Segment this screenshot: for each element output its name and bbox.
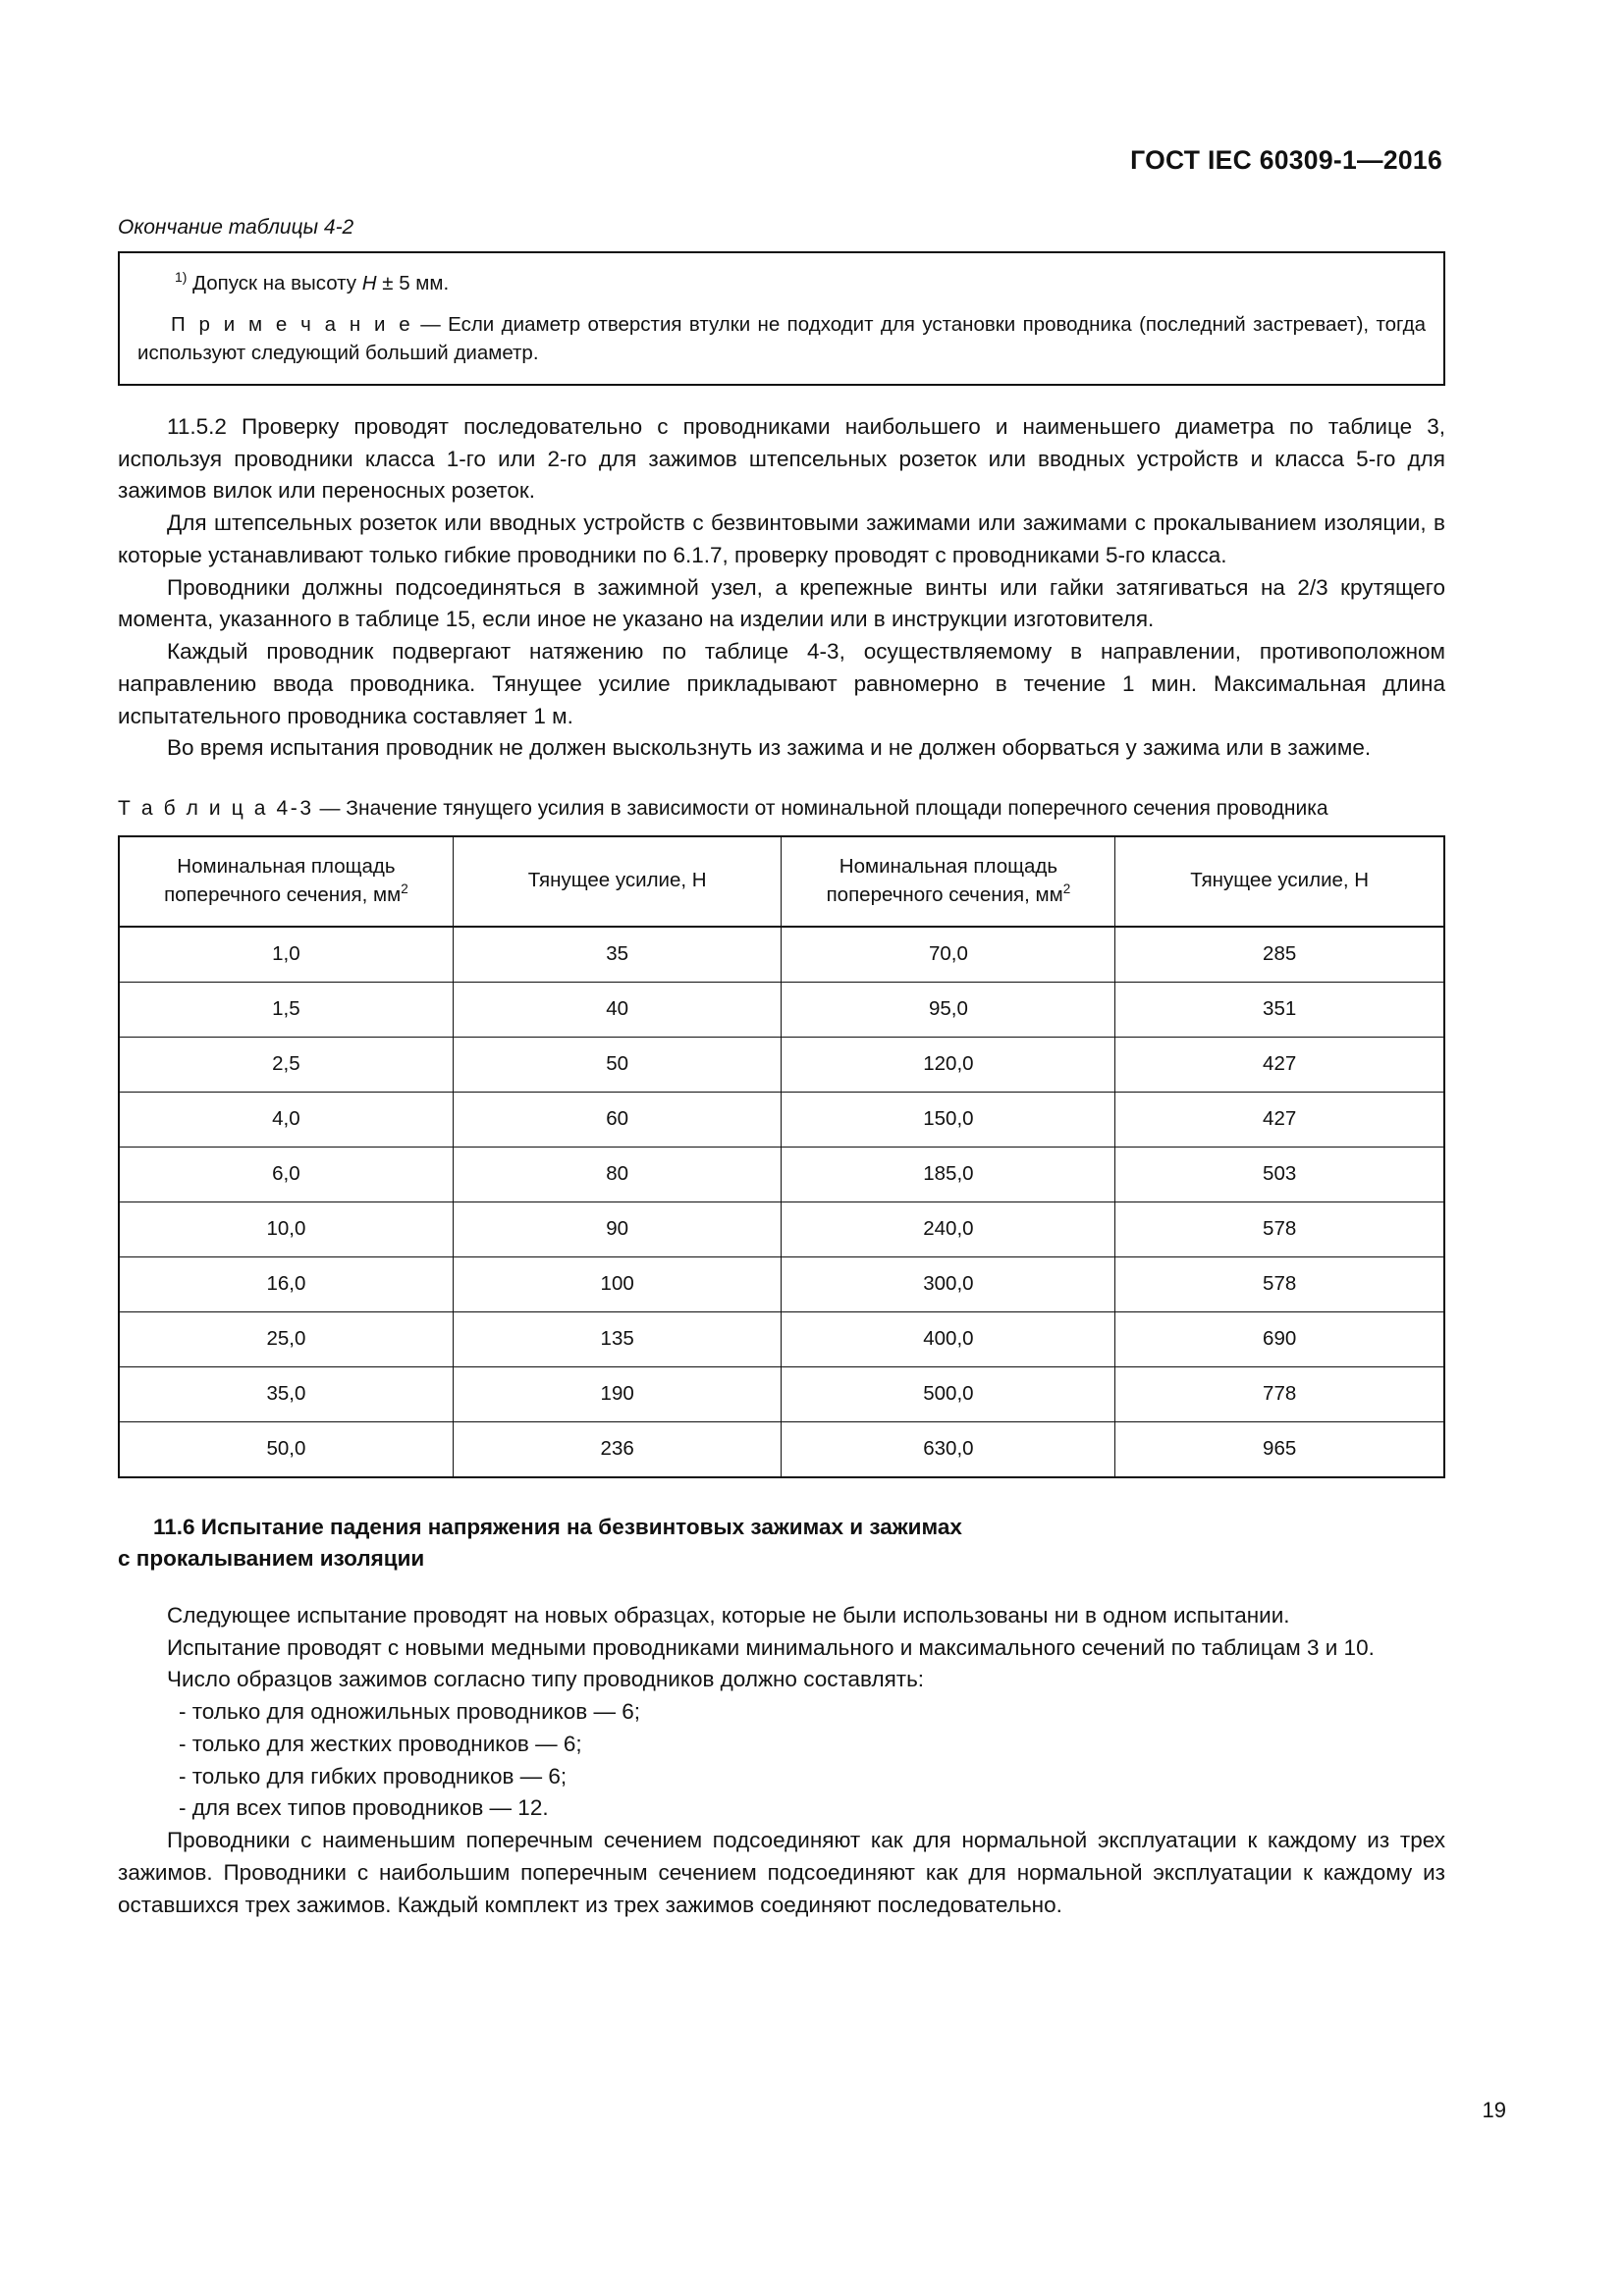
page-number: 19 — [1482, 2098, 1506, 2122]
table-cell: 500,0 — [782, 1367, 1115, 1422]
table-continued-label: Окончание таблицы 4-2 — [118, 216, 354, 239]
table-cell: 100 — [453, 1257, 782, 1312]
table-cell: 80 — [453, 1148, 782, 1202]
table-cell: 778 — [1115, 1367, 1444, 1422]
table-row — [119, 1257, 1444, 1312]
paragraph-pull-test: Каждый проводник подвергают натяжению по таблице 4-3, осуществляемому в направлении, противоположном направлению ввода проводника. Тянущее усилие прикладывают равномерно в течение 1 мин. Максимальная длина испытательного проводника составляет 1 м. — [118, 639, 1445, 728]
table-row — [119, 1148, 1444, 1202]
paragraph-new-samples: Следующее испытание проводят на новых образцах, которые не были использованы ни в одном испытании. — [167, 1602, 1290, 1628]
table-head — [119, 836, 1444, 927]
footnote-line — [137, 267, 1426, 298]
note-text: Если диаметр отверстия втулки не подходит для установки проводника (последний застревает), тогда используют следующий больший диаметр. — [137, 312, 1426, 365]
table-cell: 630,0 — [782, 1422, 1115, 1478]
table-header-row — [119, 836, 1444, 927]
column-header-nominal-area-2 — [782, 836, 1115, 927]
table-cell: 50 — [453, 1038, 782, 1093]
table-row — [119, 1038, 1444, 1093]
list-item: - только для одножильных проводников — 6; — [179, 1699, 641, 1725]
table-cell: 240,0 — [782, 1202, 1115, 1257]
section-heading-11-6 — [118, 1512, 1445, 1575]
table-caption-dash: — — [313, 797, 347, 821]
table-cell: 351 — [1115, 983, 1444, 1038]
paragraph-slip-requirement: Во время испытания проводник не должен выскользнуть из зажима и не должен оборваться у зажима или в зажиме. — [167, 735, 1372, 761]
list-item: - только для гибких проводников — 6; — [179, 1763, 568, 1789]
table-4-3-caption — [118, 794, 1445, 824]
column-header-pull-force-1 — [453, 836, 782, 927]
table-cell: 185,0 — [782, 1148, 1115, 1202]
paragraph-flexible-conductors: Для штепсельных розеток или вводных устройств с безвинтовыми зажимами или зажимами с прокалыванием изоляции, в которые устанавливают только гибкие проводники по 6.1.7, проверку проводят с проводниками 5-го класса. — [118, 510, 1445, 567]
body-paragraphs-lower — [118, 1600, 1445, 1921]
table-row — [119, 1202, 1444, 1257]
table-cell: 503 — [1115, 1148, 1444, 1202]
table-cell: 427 — [1115, 1093, 1444, 1148]
header-line-2: поперечного сечения, мм — [826, 882, 1063, 906]
table-cell: 1,5 — [119, 983, 453, 1038]
table-cell: 427 — [1115, 1038, 1444, 1093]
header-superscript: 2 — [1062, 881, 1071, 896]
list-item: - только для жестких проводников — 6; — [179, 1731, 582, 1756]
page-content — [118, 216, 1445, 1921]
footnote-marker: 1) — [175, 269, 188, 285]
table-cell: 40 — [453, 983, 782, 1038]
note-dash: — — [412, 312, 449, 336]
table-cell: 90 — [453, 1202, 782, 1257]
table-cell: 70,0 — [782, 927, 1115, 983]
table-cell: 4,0 — [119, 1093, 453, 1148]
table-cell: 6,0 — [119, 1148, 453, 1202]
column-header-nominal-area-1 — [119, 836, 453, 927]
header-line-1: Тянущее усилие, Н — [1190, 869, 1370, 892]
table-cell: 690 — [1115, 1312, 1444, 1367]
table-cell: 300,0 — [782, 1257, 1115, 1312]
footnote-text-after: ± 5 мм. — [376, 271, 450, 294]
header-line-1: Номинальная площадь — [839, 854, 1058, 878]
table-footnote-box — [118, 251, 1445, 386]
table-cell: 25,0 — [119, 1312, 453, 1367]
table-row — [119, 1367, 1444, 1422]
section-heading-line-1: 11.6 Испытание падения напряжения на безвинтовых зажимах и зажимах — [153, 1515, 962, 1540]
table-cell: 135 — [453, 1312, 782, 1367]
table-cell: 10,0 — [119, 1202, 453, 1257]
paragraph-sample-count-intro: Число образцов зажимов согласно типу проводников должно составлять: — [167, 1667, 925, 1692]
section-heading-line-2: с прокалыванием изоляции — [118, 1545, 425, 1571]
note-label: П р и м е ч а н и е — [171, 312, 413, 336]
table-cell: 95,0 — [782, 983, 1115, 1038]
table-body — [119, 927, 1444, 1477]
table-cell: 400,0 — [782, 1312, 1115, 1367]
table-row — [119, 1312, 1444, 1367]
table-cell: 120,0 — [782, 1038, 1115, 1093]
table-cell: 965 — [1115, 1422, 1444, 1478]
list-item: - для всех типов проводников — 12. — [179, 1795, 549, 1821]
table-row — [119, 927, 1444, 983]
document-header-standard-number: ГОСТ IEC 60309-1—2016 — [1130, 145, 1442, 175]
footnote-text-before: Допуск на высоту — [187, 271, 362, 294]
header-superscript: 2 — [401, 881, 408, 896]
table-cell: 236 — [453, 1422, 782, 1478]
body-paragraphs-upper — [118, 411, 1445, 765]
table-cell: 35,0 — [119, 1367, 453, 1422]
table-cell: 190 — [453, 1367, 782, 1422]
table-cell: 1,0 — [119, 927, 453, 983]
table-cell: 150,0 — [782, 1093, 1115, 1148]
header-line-1: Номинальная площадь — [177, 854, 396, 878]
paragraph-torque: Проводники должны подсоединяться в зажимной узел, а крепежные винты или гайки затягиваться на 2/3 крутящего момента, указанного в таблице 15, если иное не указано на изделии или в инструкции изготовителя. — [118, 574, 1445, 632]
table-cell: 60 — [453, 1093, 782, 1148]
column-header-pull-force-2 — [1115, 836, 1444, 927]
conductor-type-list — [118, 1696, 1445, 1825]
footnote-symbol-h: H — [361, 271, 377, 294]
header-line-1: Тянущее усилие, Н — [527, 869, 707, 892]
table-cell: 285 — [1115, 927, 1444, 983]
table-cell: 16,0 — [119, 1257, 453, 1312]
table-cell: 578 — [1115, 1202, 1444, 1257]
table-4-3 — [118, 835, 1445, 1478]
table-cell: 2,5 — [119, 1038, 453, 1093]
paragraph-copper-conductors: Испытание проводят с новыми медными проводниками минимального и максимального сечений по таблицам 3 и 10. — [167, 1634, 1375, 1660]
table-cell: 50,0 — [119, 1422, 453, 1478]
note-paragraph — [137, 310, 1426, 368]
table-caption-text: Значение тянущего усилия в зависимости от номинальной площади поперечного сечения проводника — [346, 797, 1328, 821]
table-row — [119, 1422, 1444, 1478]
table-row — [119, 983, 1444, 1038]
table-caption-label: Т а б л и ц а 4-3 — [118, 797, 314, 821]
paragraph-connection-procedure: Проводники с наименьшим поперечным сечением подсоединяют как для нормальной эксплуатации к каждому из трех зажимов. Проводники с наибольшим поперечным сечением подсоединяют как для нормальной эксплуатации к каждому из оставшихся трех зажимов. Каждый комплект из трех зажимов соединяют последовательно. — [118, 1828, 1445, 1917]
header-line-2: поперечного сечения, мм — [164, 882, 402, 906]
paragraph-11-5-2: 11.5.2 Проверку проводят последовательно с проводниками наибольшего и наименьшего диаметра по таблице 3, используя проводники класса 1-го или 2-го для зажимов штепсельных розеток или вводных устройств и класса 5-го для зажимов вилок или переносных розеток. — [118, 413, 1445, 504]
table-cell: 35 — [453, 927, 782, 983]
table-row — [119, 1093, 1444, 1148]
table-cell: 578 — [1115, 1257, 1444, 1312]
